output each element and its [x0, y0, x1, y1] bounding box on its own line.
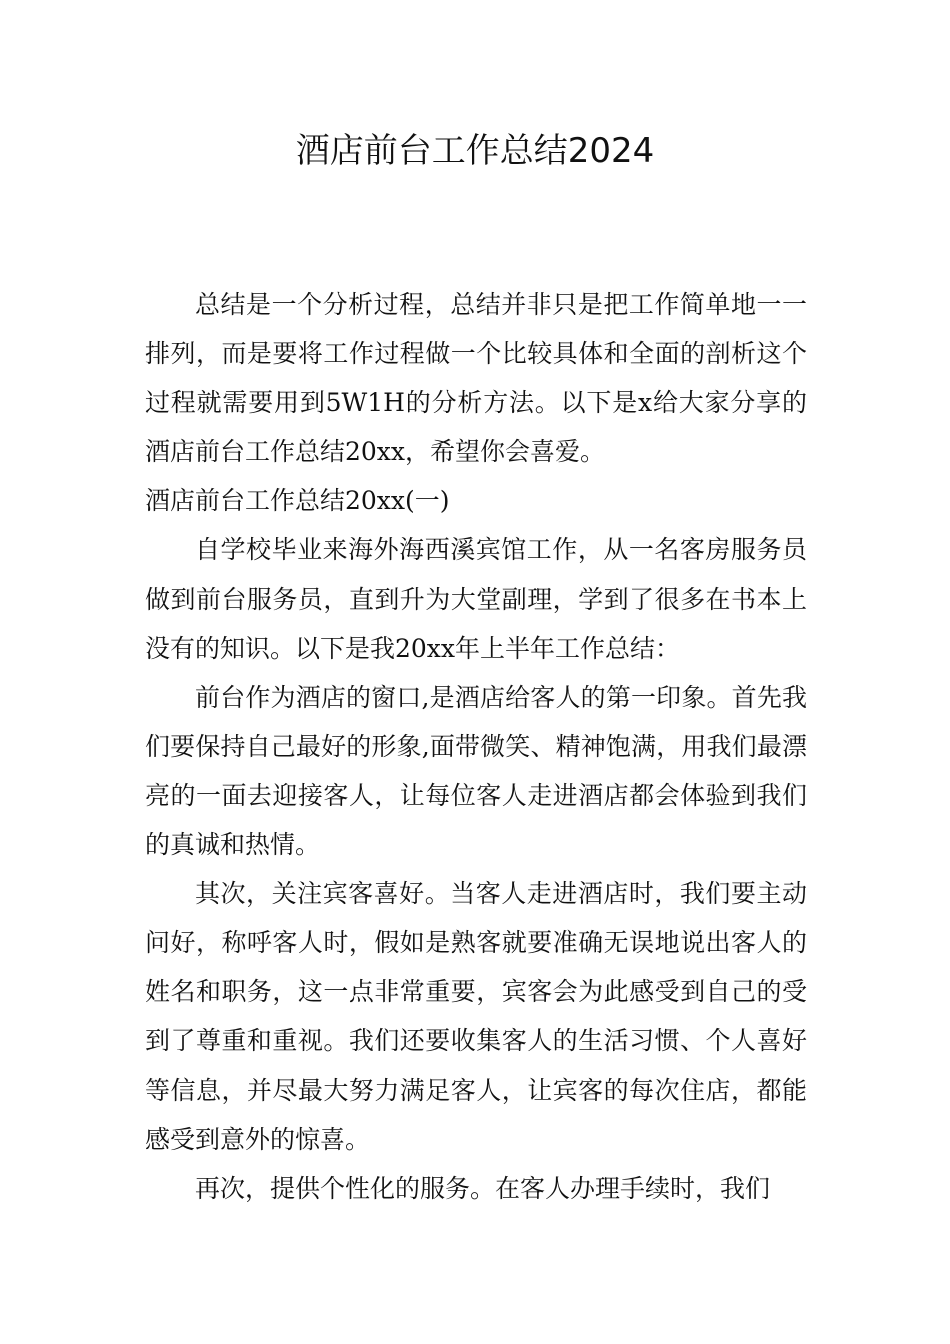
- document-body: [145, 280, 807, 1213]
- paragraph-background: 自学校毕业来海外海西溪宾馆工作，从一名客房服务员做到前台服务员，直到升为大堂副理，学到了很多在书本上没有的知识。以下是我20xx年上半年工作总结：: [145, 535, 807, 663]
- paragraph-front-desk-image: 前台作为酒店的窗口,是酒店给客人的第一印象。首先我们要保持自己最好的形象,面带微笑、精神饱满，用我们最漂亮的一面去迎接客人，让每位客人走进酒店都会体验到我们的真诚和热情。: [145, 682, 807, 860]
- document-title: 酒店前台工作总结2024: [295, 131, 655, 171]
- section-heading: 酒店前台工作总结20xx(一): [145, 486, 450, 516]
- paragraph-personalized-service: 再次，提供个性化的服务。在客人办理手续时，我们: [195, 1173, 771, 1203]
- paragraph-intro: 总结是一个分析过程，总结并非只是把工作简单地一一排列，而是要将工作过程做一个比较具体和全面的剖析这个过程就需要用到5W1H的分析方法。以下是x给大家分享的酒店前台工作总结20xx，希望你会喜爱。: [145, 290, 807, 467]
- paragraph-guest-preferences: 其次，关注宾客喜好。当客人走进酒店时，我们要主动问好，称呼客人时，假如是熟客就要准确无误地说出客人的姓名和职务，这一点非常重要，宾客会为此感受到自己的受到了尊重和重视。我们还要收集客人的生活习惯、个人喜好等信息，并尽最大努力满足客人，让宾客的每次住店，都能感受到意外的惊喜。: [145, 879, 807, 1154]
